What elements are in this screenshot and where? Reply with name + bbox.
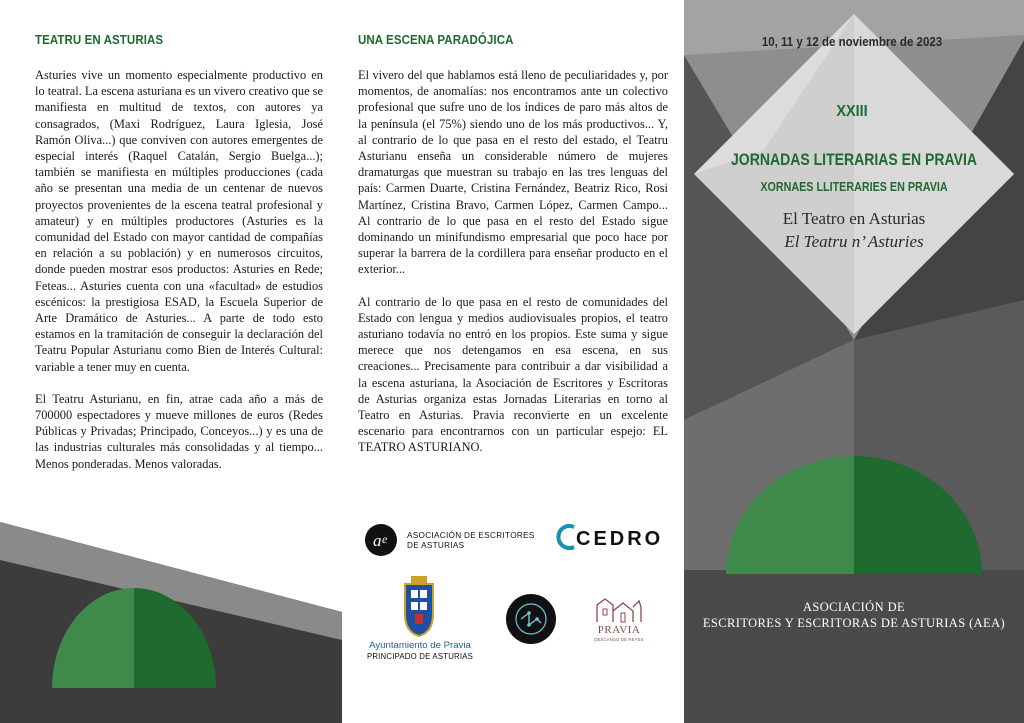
left-body	[35, 67, 323, 488]
section-title-escena: UNA ESCENA PARADÓJICA	[358, 33, 514, 47]
biblioteca-seal-icon	[505, 593, 557, 645]
cover-subtitle: El Teatro en Asturias	[782, 209, 926, 228]
paragraph: El vivero del que hablamos está lleno de peculiaridades y, por momentos, de anomalías: nos encontramos ante un colectivo profesional que sufre uno de los índices de paro más altos de la península (el 75%) siendo uno de los más productivos... Y, al contrario de lo que pasa en el resto del estado, el Teatru Asturianu enseña un considerable número de mujeres dramaturgas que muestran su trabajo en las tres lenguas del país: Carmen Duarte, Cristina Fernández, Beatriz Rico, Rosi Martínez, Cristina Bravo, Carmen López, Carmen Campo... Al contrario de lo que pasa en el resto del Estado sigue dominando un minifundismo empresarial que poco hace por superar la barrera de la cordillera para enseñar producto en el exterior...	[358, 68, 668, 277]
cedro-logo-text: CEDRO	[576, 528, 664, 550]
svg-text:a: a	[373, 531, 382, 550]
paragraph: Al contrario de lo que pasa en el resto de comunidades del Estado con lengua y medios audiovisuales propios, el teatro asturiano todavía no entró en los propios. Este suma y sigue merece que nos detengamos en esa escena, en sus creaciones... Precisamente para contribuir a dar visibilidad a la escena asturiana, la Asociación de Escritores y Escritoras de Asturias organiza estas Jornadas Literarias en torno al Teatro en Asturias. Pravia reconvierte en un excelente escenario para encontrarnos con un particular espejo: EL TEATRO ASTURIANO.	[358, 294, 668, 455]
coat-of-arms-icon	[397, 576, 441, 638]
aea-logo-icon	[364, 523, 400, 557]
event-date: 10, 11 y 12 de noviembre de 2023	[761, 35, 943, 49]
aea-logo-text: ASOCIACIÓN DE ESCRITORES DE ASTURIAS	[407, 531, 535, 550]
organizer-line1: ASOCIACIÓN DE	[802, 600, 906, 614]
cover-subtitle-asturian: El Teatru n’ Asturies	[784, 232, 924, 251]
cover-title-asturian: XORNAES LLITERARIES EN PRAVIA	[760, 180, 948, 194]
ayuntamiento-label: Ayuntamiento de Pravia	[369, 640, 471, 651]
pravia-logo-icon	[595, 593, 643, 623]
paragraph: El Teatru Asturianu, en fin, atrae cada año a más de 700000 espectadores y mueve millones de euros (Redes Públicas y Privadas; Principado, Conceyos...) y es una de las industrias culturales más consolidadas y al tiempo... Menos ponderadas. Menos valoradas.	[35, 391, 323, 471]
organizer-line2: ESCRITORES Y ESCRITORAS DE ASTURIAS (AEA)	[702, 616, 1006, 630]
paragraph: Asturies vive un momento especialmente productivo en lo teatral. La escena asturiana es un vivero creativo que se manifiesta en multitud de textos, con autores ya consagrados, (Maxi Rodríguez, Laura Iglesia, José Ramón Oliva...) que conviven con autores emergentes de especial interés (Raquel Catalán, Sergio Buelga...); también se manifiesta en múltiples producciones (cada año se presentan una media de un centenar de nuevos proyectos provenientes de la escena teatral profesional y amateur) y en múltiples productores (Asturies es la comunidad del Estado con mayor cantidad de compañías en relación a su población) y en numerosos circuitos, donde pueden mostrar esos productos: Asturies en Rede; Feteas... Asturies cuenta con una «facultad» de estudios escénicos: la prestigiosa ESAD, la Escuela Superior de Arte Dramático de Asturies... A parte de todo esto estamos en la tramitación de conseguir la declaración del Teatru Popular Asturianu como Bien de Interés Cultural: variable a tener muy en cuenta.	[35, 68, 323, 374]
svg-text:e: e	[382, 532, 388, 546]
section-title-teatru: TEATRU EN ASTURIAS	[35, 33, 164, 47]
pravia-logo-text: PRAVIA	[597, 624, 641, 636]
principado-label: PRINCIPADO DE ASTURIAS	[366, 652, 474, 661]
pravia-logo-tagline: DESCANSO DE REYES	[594, 637, 644, 642]
edition-number: XXIII	[836, 103, 868, 120]
panel-left	[0, 0, 342, 723]
cover-title: JORNADAS LITERARIAS EN PRAVIA	[731, 151, 977, 169]
cedro-c-icon	[556, 522, 578, 552]
middle-body	[358, 67, 668, 472]
